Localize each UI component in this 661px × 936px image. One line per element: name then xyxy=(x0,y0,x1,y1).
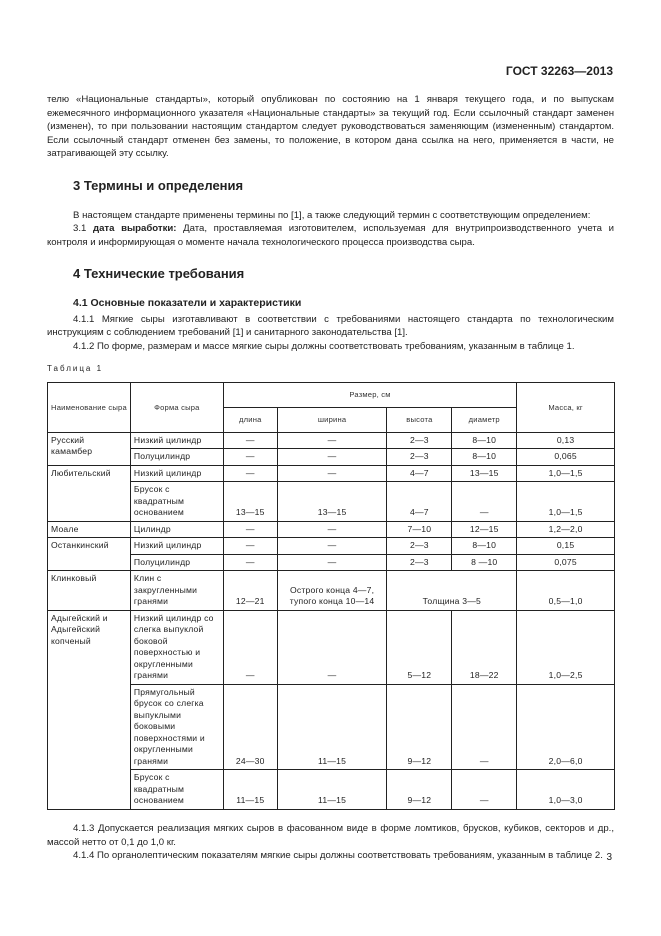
cell-form: Цилиндр xyxy=(130,521,223,538)
paragraph: 4.1.2 По форме, размерам и массе мягкие сыры должны соответствовать требованиям, указанным в таблице 1. xyxy=(73,340,575,352)
cell-mass: 0,13 xyxy=(517,432,615,449)
cell-form: Полуцилиндр xyxy=(130,449,223,466)
cell-mass: 0,5—1,0 xyxy=(517,571,615,611)
cell-mass: 1,0—1,5 xyxy=(517,482,615,522)
cell-hd: Толщина 3—5 xyxy=(387,571,517,611)
cell-dia: 8—10 xyxy=(452,449,517,466)
cheese-table xyxy=(47,382,615,810)
term: дата выработки: xyxy=(92,223,177,235)
cell-name: Адыгейский и Адыгейский копченый xyxy=(48,610,131,809)
cell-hei: 2—3 xyxy=(387,449,452,466)
cell-form: Низкий цилиндр со слегка выпуклой боковой поверхностью и округленными гранями xyxy=(130,610,223,684)
table-row xyxy=(48,610,615,684)
paragraph: 4.1.3 Допускается реализация мягких сыров в фасованном виде в форме ломтиков, брусков, кубиков, секторов и др., массой нетто от 0,1 до 1,0 кг. xyxy=(47,822,614,848)
cell-len: 13—15 xyxy=(223,482,277,522)
cell-wid: — xyxy=(277,465,387,482)
term-definition xyxy=(47,222,614,249)
cell-mass: 1,0—1,5 xyxy=(517,465,615,482)
cell-hei: 4—7 xyxy=(387,482,452,522)
cell-wid: — xyxy=(277,610,387,684)
cell-wid: Острого конца 4—7, тупого конца 10—14 xyxy=(277,571,387,611)
cell-len: — xyxy=(223,465,277,482)
section-3-heading: 3 Термины и определения xyxy=(73,177,244,193)
cell-name: Клинковый xyxy=(48,571,131,611)
cell-name: Останкинский xyxy=(48,538,131,571)
cell-form: Прямугольный брусок со слегка выпуклыми боковыми поверхностями и округленными гранями xyxy=(130,684,223,770)
cell-len: 24—30 xyxy=(223,684,277,770)
cell-len: — xyxy=(223,449,277,466)
cell-dia: 8 —10 xyxy=(452,554,517,571)
cell-form: Брусок с квадратным основанием xyxy=(130,770,223,810)
cell-len: — xyxy=(223,432,277,449)
col-header-size: Размер, см xyxy=(223,382,516,407)
cell-dia: 12—15 xyxy=(452,521,517,538)
cell-wid: 11—15 xyxy=(277,684,387,770)
col-header-width: ширина xyxy=(277,407,387,432)
intro-paragraph: телю «Национальные стандарты», который опубликован по состоянию на 1 января текущего года, и по выпускам ежемесячного информационного указателя «Национальные стандарты» за текущий год. Если ссылочный стандарт заменен (изменен), то при пользовании настоящим стандартом следует руководствоваться заменяющим (измененным) стандартом. Если ссылочный стандарт отменен без замены, то положение, в котором дана ссылка на него, применяется в части, не затрагивающей эту ссылку. xyxy=(47,94,614,160)
cell-wid: 11—15 xyxy=(277,770,387,810)
col-header-length: длина xyxy=(223,407,277,432)
cell-dia: 13—15 xyxy=(452,465,517,482)
cell-wid: — xyxy=(277,449,387,466)
table-row xyxy=(48,571,615,611)
cell-wid: — xyxy=(277,538,387,555)
cell-name: Русский камамбер xyxy=(48,432,131,465)
table-row xyxy=(48,465,615,482)
table-row xyxy=(48,432,615,449)
cell-len: — xyxy=(223,538,277,555)
col-header-form: Форма сыра xyxy=(130,382,223,432)
content xyxy=(47,93,614,863)
term-number: 3.1 xyxy=(73,223,87,235)
cell-mass: 1,0—3,0 xyxy=(517,770,615,810)
page-number: 3 xyxy=(606,852,612,863)
cell-mass: 1,0—2,5 xyxy=(517,610,615,684)
cell-len: — xyxy=(223,554,277,571)
col-header-name: Наименование сыра xyxy=(48,382,131,432)
cell-hei: 9—12 xyxy=(387,684,452,770)
cell-mass: 2,0—6,0 xyxy=(517,684,615,770)
cell-form: Низкий цилиндр xyxy=(130,465,223,482)
paragraph: 4.1.4 По органолептическим показателям мягкие сыры должны соответствовать требованиям, указанным в таблице 2. xyxy=(73,850,603,862)
cell-wid: 13—15 xyxy=(277,482,387,522)
cell-mass: 0,15 xyxy=(517,538,615,555)
cell-wid: — xyxy=(277,554,387,571)
cell-hei: 2—3 xyxy=(387,538,452,555)
cell-mass: 1,2—2,0 xyxy=(517,521,615,538)
table-row xyxy=(48,770,615,810)
cell-hei: 5—12 xyxy=(387,610,452,684)
table-row xyxy=(48,521,615,538)
cell-dia: 8—10 xyxy=(452,538,517,555)
table-row xyxy=(48,449,615,466)
col-header-mass: Масса, кг xyxy=(517,382,615,432)
cell-wid: — xyxy=(277,521,387,538)
cell-hei: 2—3 xyxy=(387,432,452,449)
cell-form: Низкий цилиндр xyxy=(130,432,223,449)
cell-form: Брусок с квадратным основанием xyxy=(130,482,223,522)
cell-name: Любительский xyxy=(48,465,131,521)
table-row xyxy=(48,554,615,571)
paragraph: В настоящем стандарте применены термины по [1], а также следующий термин с соответствующим определением: xyxy=(73,209,591,221)
section-4-heading: 4 Технические требования xyxy=(73,266,245,282)
col-header-diameter: диаметр xyxy=(452,407,517,432)
subsection-heading: 4.1 Основные показатели и характеристики xyxy=(73,296,302,309)
cell-len: 11—15 xyxy=(223,770,277,810)
cell-form: Клин с закругленными гранями xyxy=(130,571,223,611)
cell-dia: — xyxy=(452,482,517,522)
cell-form: Низкий цилиндр xyxy=(130,538,223,555)
cell-len: — xyxy=(223,610,277,684)
cell-wid: — xyxy=(277,432,387,449)
col-header-height: высота xyxy=(387,407,452,432)
cell-dia: 8—10 xyxy=(452,432,517,449)
cell-mass: 0,065 xyxy=(517,449,615,466)
table-row xyxy=(48,684,615,770)
cell-hei: 4—7 xyxy=(387,465,452,482)
cell-hei: 7—10 xyxy=(387,521,452,538)
term-text: Дата, проставляемая изготовителем, используемая для внутрипроизводственного учета и контроля и информирующая о моменте начала технологического процесса производства сыра. xyxy=(47,223,614,248)
cell-name: Моале xyxy=(48,521,131,538)
cell-len: 12—21 xyxy=(223,571,277,611)
cell-dia: — xyxy=(452,684,517,770)
table-row xyxy=(48,538,615,555)
table-row xyxy=(48,482,615,522)
cell-dia: — xyxy=(452,770,517,810)
cell-dia: 18—22 xyxy=(452,610,517,684)
cell-form: Полуцилиндр xyxy=(130,554,223,571)
paragraph: 4.1.1 Мягкие сыры изготавливают в соответствии с требованиями настоящего стандарта по технологическим инструкциям с соблюдением требований [1] и санитарного законодательства [1]. xyxy=(47,313,614,339)
cell-mass: 0,075 xyxy=(517,554,615,571)
cell-hei: 9—12 xyxy=(387,770,452,810)
standard-header: ГОСТ 32263—2013 xyxy=(505,64,613,78)
table-caption: Таблица 1 xyxy=(47,364,104,374)
cell-hei: 2—3 xyxy=(387,554,452,571)
cell-len: — xyxy=(223,521,277,538)
